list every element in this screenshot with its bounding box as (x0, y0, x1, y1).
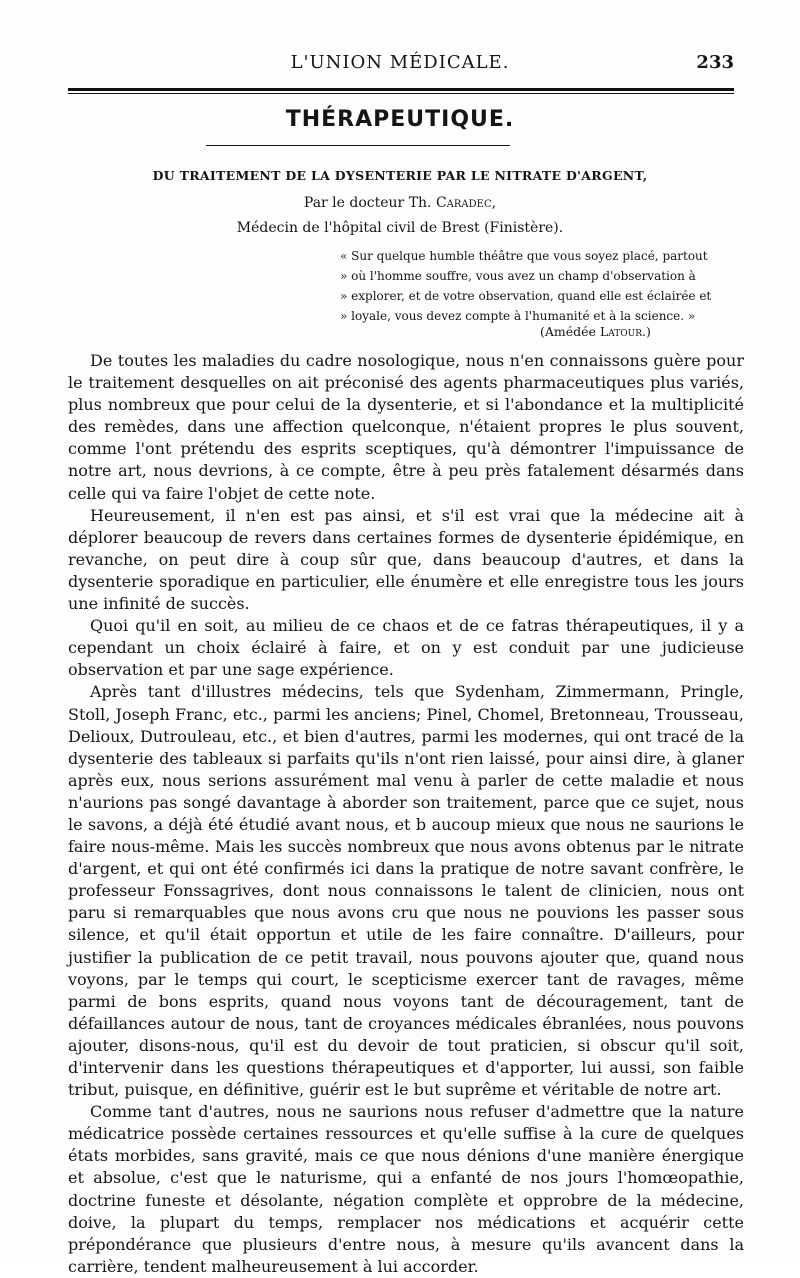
section-title: THÉRAPEUTIQUE. (285, 107, 515, 132)
author-prefix: Par le docteur Th. (303, 195, 436, 211)
running-title: L'UNION MÉDICALE. (290, 52, 510, 73)
article-title: DU TRAITEMENT DE LA DYSENTERIE PAR LE NITRATE D'ARGENT, (152, 168, 648, 183)
body-paragraph: De toutes les maladies du cadre nosologique, nous n'en connaissons guère pour le traitement desquelles on ait préconisé des agents pharmaceutiques plus variés, plus nombreux que pour celui de la dysenterie, et si l'abondance et la multiplicité des remèdes, dans une affection quelconque, n'étaient propres le plus souvent, comme l'ont prétendu des esprits sceptiques, qu'à démontrer l'impuissance de notre art, nous devrions, à ce compte, être à peu près fatalement désarmés dans celle qui va faire l'objet de cette note. (68, 351, 744, 503)
author-name: Caradec (435, 195, 492, 211)
author-affiliation: Médecin de l'hôpital civil de Brest (Finistère). (236, 220, 564, 236)
body-paragraph: Après tant d'illustres médecins, tels que Sydenham, Zimmermann, Pringle, Stoll, Joseph Franc, etc., parmi les anciens; Pinel, Chomel, Bretonneau, Trousseau, Delioux, Dutrouleau, etc., et bien d'autres, parmi les modernes, qui ont tracé de la dysenterie des tableaux si parfaits qu'ils n'ont rien laissé, pour ainsi dire, à glaner après eux, nous serions assurément mal venu à parler de cette maladie et nous n'aurions pas songé davantage à aborder son traitement, parce que ce sujet, nous le savons, a déjà été étudié avant nous, et b aucoup mieux que nous ne saurions le faire nous-même. Mais les succès nombreux que nous avons obtenus par le nitrate d'argent, et qui ont été confirmés ici dans la pratique de notre savant confrère, le professeur Fonssagrives, dont nous connaissons le talent de clinicien, nous ont paru si remarquables que nous avons cru que nous ne pouvions les passer sous silence, et qu'il était opportun et utile de les faire connaître. D'ailleurs, pour justifier la publication de ce petit travail, nous pouvons ajouter que, quand nous voyons, par le temps qui court, le scepticisme exercer tant de ravages, même parmi de bons esprits, quand nous voyons tant de découragement, tant de défaillances autour de nous, tant de croyances médicales ébranlées, nous pouvons ajouter, disons-nous, qu'il est du devoir de tout praticien, si obscur qu'il soit, d'intervenir dans les questions thérapeutiques et d'apporter, lui aussi, son faible tribut, puisque, en définitive, guérir est le but suprême et véritable de notre art. (68, 682, 744, 1100)
epigraph-line: « Sur quelque humble théâtre que vous soyez placé, partout (340, 249, 708, 263)
attribution-open: (Amédée (540, 324, 600, 339)
epigraph-line: » où l'homme souffre, vous avez un champ d'observation à (340, 269, 696, 283)
body-paragraph: Quoi qu'il en soit, au milieu de ce chaos et de ce fatras thérapeutiques, il y a cependant un choix éclairé à faire, et on y est conduit par une judicieuse observation et par une sage expérience. (68, 616, 744, 680)
article-body (68, 350, 744, 1278)
author-suffix: , (491, 195, 497, 211)
attribution-close: .) (642, 324, 651, 339)
epigraph (340, 246, 740, 326)
attribution-name: Latour (599, 324, 642, 339)
body-paragraph: Heureusement, il n'en est pas ainsi, et s'il est vrai que la médecine ait à déplorer beaucoup de revers dans certaines formes de dysenterie épidémique, en revanche, on peut dire à coup sûr que, dans beaucoup d'autres, et dans la dysenterie sporadique en particulier, elle énumère et elle enregistre tous les jours une infinité de succès. (68, 505, 744, 614)
epigraph-line: » loyale, vous devez compte à l'humanité et à la science. » (340, 309, 696, 323)
page-number: 233 (696, 52, 734, 73)
epigraph-line: » explorer, et de votre observation, quand elle est éclairée et (340, 289, 712, 303)
epigraph-attribution (540, 324, 651, 339)
author-line (0, 195, 800, 211)
header-rule-thin (68, 93, 734, 94)
body-paragraph: Comme tant d'autres, nous ne saurions nous refuser d'admettre que la nature médicatrice possède certaines ressources et qu'elle suffise à la cure de quelques états morbides, sans gravité, mais ce que nous dénions d'une manière énergique et absolue, c'est que le naturisme, qui a enfanté de nos jours l'homœopathie, doctrine funeste et désolante, négation complète et opprobre de la médecine, doive, la plupart du temps, remplacer nos médications et acquérir cette prépondérance que plusieurs d'entre nous, à mesure qu'ils avancent dans la carrière, tendent malheureusement à lui accorder. (68, 1102, 744, 1276)
section-rule (206, 145, 510, 146)
header-rule-thick (68, 88, 734, 91)
